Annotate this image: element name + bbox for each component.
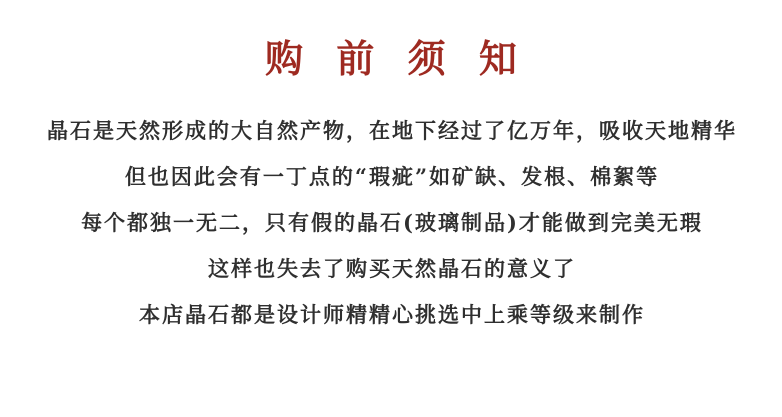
notice-line: 这样也失去了购买天然晶石的意义了 bbox=[208, 255, 576, 281]
notice-line: 晶石是天然形成的大自然产物，在地下经过了亿万年，吸收天地精华 bbox=[47, 117, 737, 143]
notice-line: 每个都独一无二，只有假的晶石(玻璃制品)才能做到完美无瑕 bbox=[81, 209, 703, 235]
notice-body bbox=[0, 108, 782, 338]
notice-line: 本店晶石都是设计师精精心挑选中上乘等级来制作 bbox=[139, 301, 645, 327]
notice-line: 但也因此会有一丁点的“瑕疵”如矿缺、发根、棉絮等 bbox=[124, 163, 660, 189]
page-title: 购 前 须 知 bbox=[265, 36, 527, 81]
